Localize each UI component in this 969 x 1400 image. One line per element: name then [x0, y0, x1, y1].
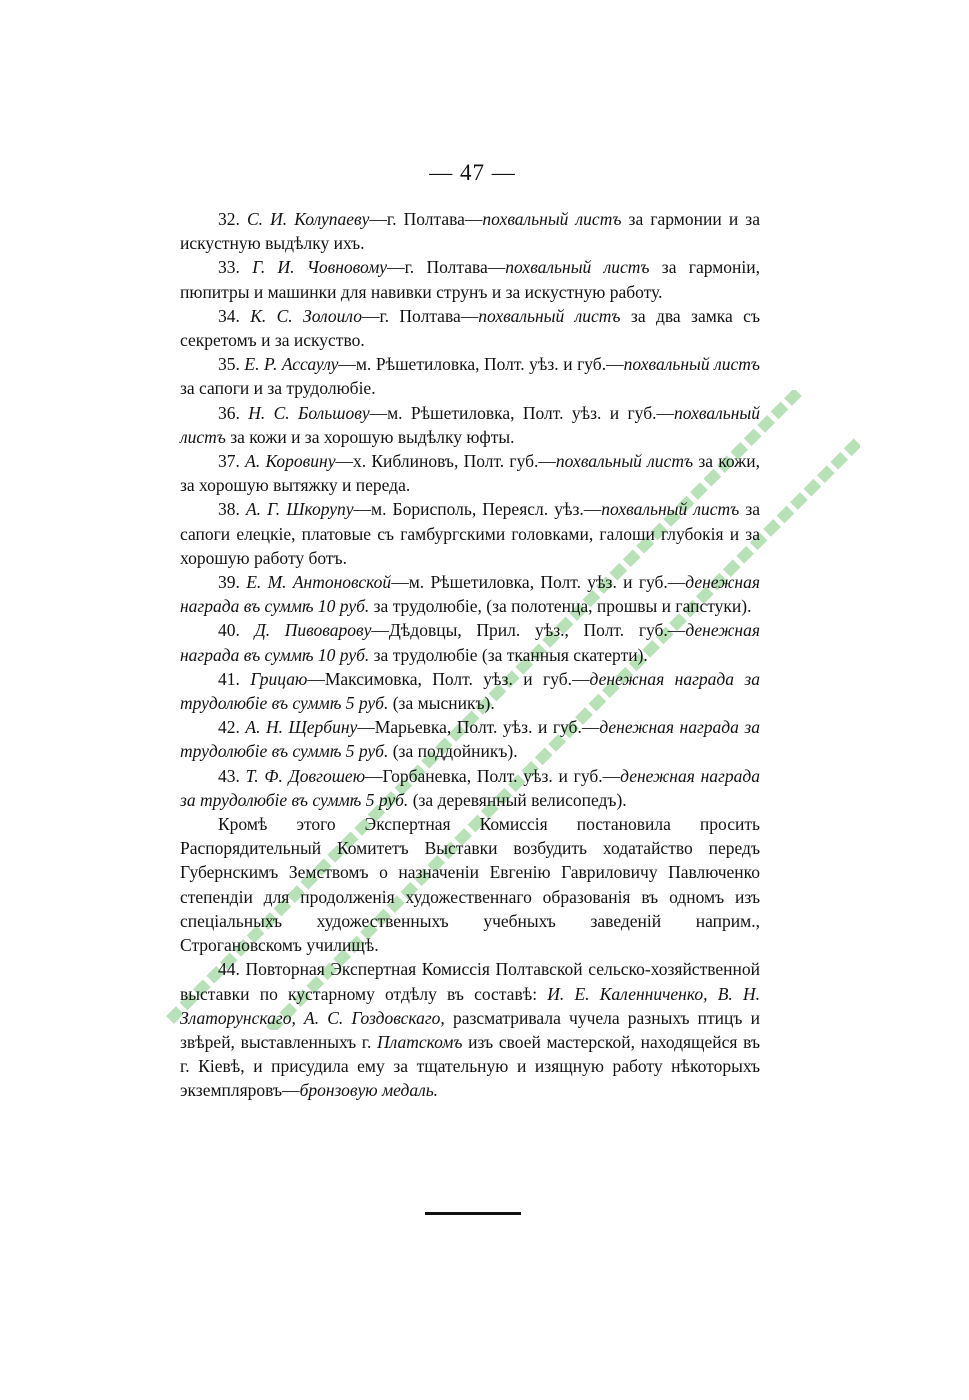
- entry-32: 32. С. И. Колупаеву—г. Полтава—похвальный листъ за гармонии и за искустную выдѣлку ихъ.: [180, 209, 760, 254]
- recipient-name: Г. И. Човновому: [252, 257, 388, 278]
- award-type: похвальный листъ: [505, 257, 650, 278]
- entry-35: 35. Е. Р. Ассаулу—м. Рѣшетиловка, Полт. уѣз. и губ.—похвальный листъ за сапоги и за трудолюбiе.: [180, 354, 761, 399]
- entry-44: 44. Повторная Экспертная Комиссiя Полтавской сельско-хозяйственной выставки по кустарному отдѣлу въ составѣ: И. Е. Каленниченко, В. Н. Златорунскаго, А. С. Гоздовскаго, разсматривала чучела разныхъ птицъ и звѣрей, выставленныхъ г. Платскомъ изъ своей мастерской, находящейся въ г. Кiевѣ, и присудила ему за тщательную и изящную работу нѣкоторыхъ экземпляровъ—бронзовую медаль.: [180, 959, 760, 1101]
- page-number: — 47 —: [429, 160, 516, 185]
- award-type: денежная награда въ суммѣ 10 руб.: [180, 620, 761, 665]
- entry-39: 39. Е. М. Антоновской—м. Рѣшетиловка, Полт. уѣз. и губ.—денежная награда въ суммѣ 10 руб. за трудолюбiе, (за полотенца, прошвы и гапстуки).: [180, 572, 760, 617]
- recipient-name: Е. М. Антоновской: [246, 572, 392, 593]
- recipient-name: Е. Р. Ассаулу: [244, 354, 339, 375]
- award-type: похвальный листъ: [601, 499, 740, 520]
- commission-members: И. Е. Каленниченко, В. Н. Златорунскаго, А. С. Гоздовскаго,: [180, 983, 760, 1028]
- entry-43: 43. Т. Ф. Довгошею—Горбаневка, Полт. уѣз. и губ.—денежная награда за трудолюбiе въ суммѣ 5 руб. (за деревянный велисопедъ).: [180, 765, 760, 810]
- award-type: похвальный листъ: [623, 354, 761, 375]
- award-type: денежная награда за трудолюбiе въ суммѣ 5 руб.: [180, 668, 760, 714]
- recipient-name: Д. Пивоварову: [254, 620, 372, 641]
- recipient-name: Грицаю: [250, 668, 308, 689]
- entry-37: 37. А. Коровину—х. Киблиновъ, Полт. губ.—похвальный листъ за кожи, за хорошую вытяжку и переда.: [180, 451, 761, 496]
- recipient-name: А. Коровину: [245, 451, 336, 472]
- award-type: денежная награда за трудолюбiе въ суммѣ 5 руб.: [180, 765, 760, 810]
- closing-rule: [425, 1212, 521, 1215]
- recipient-name: К. С. Золоило: [250, 305, 362, 326]
- award-type: бронзовую медаль.: [299, 1080, 439, 1101]
- entry-41: 41. Грицаю—Максимовка, Полт. уѣз. и губ.—денежная награда за трудолюбiе въ суммѣ 5 руб. (за мысникъ).: [180, 668, 760, 714]
- entry-38: 38. А. Г. Шкорупу—м. Борисполь, Переясл. уѣз.—похвальный листъ за сапоги елецкiе, платовые съ гамбургскими головками, галоши глубокiя и за хорошую работу ботъ.: [180, 499, 760, 568]
- award-type: похвальный листъ: [478, 305, 621, 326]
- entry-42: 42. А. Н. Щербину—Марьевка, Полт. уѣз. и губ.—денежная награда за трудолюбiе въ суммѣ 5 руб. (за поддойникъ).: [180, 717, 760, 762]
- recipient-name: А. Г. Шкорупу: [245, 499, 354, 520]
- entry-34: 34. К. С. Золоило—г. Полтава—похвальный листъ за два замка съ секретомъ и за искуство.: [180, 305, 760, 351]
- entry-33: 33. Г. И. Човновому—г. Полтава—похвальный листъ за гармонiи, пюпитры и машинки для навивки струнъ и за искустную работу.: [180, 257, 761, 302]
- recipient-name: Н. С. Большову: [248, 402, 370, 423]
- entry-36: 36. Н. С. Большову—м. Рѣшетиловка, Полт. уѣз. и губ.—похвальный листъ за кожи и за хорошую выдѣлку юфты.: [180, 402, 761, 447]
- award-type: похвальный листъ: [555, 451, 694, 472]
- commission-paragraph: Кромѣ этого Экспертная Комиссiя постановила просить Распорядительный Комитетъ Выставки возбудить ходатайство передъ Губернскимъ Земствомъ о назначенiи Евгенiю Гавриловичу Павлюченко степендiи для продолженiя художественнаго образованiя въ одномъ изъ спецiальныхъ художественныхъ учебныхъ заведенiй наприм., Строгановскомъ училищѣ.: [180, 814, 760, 956]
- recipient-name: С. И. Колупаеву: [247, 209, 370, 229]
- recipient-name: Т. Ф. Довгошею: [245, 765, 366, 786]
- document-body: [180, 207, 760, 1103]
- recipient-name: А. Н. Щербину: [245, 717, 358, 738]
- entry-40: 40. Д. Пивоварову—Дѣдовцы, Прил. уѣз., Полт. губ.—денежная награда въ суммѣ 10 руб. за трудолюбiе (за тканныя скатерти).: [180, 620, 761, 665]
- award-type: похвальный листъ: [180, 402, 761, 447]
- award-type: похвальный листъ: [482, 209, 622, 229]
- award-type: денежная награда за трудолюбiе въ суммѣ 5 руб.: [180, 717, 760, 762]
- recipient-name: Платскомъ: [377, 1031, 463, 1052]
- award-type: денежная награда въ суммѣ 10 руб.: [180, 572, 760, 617]
